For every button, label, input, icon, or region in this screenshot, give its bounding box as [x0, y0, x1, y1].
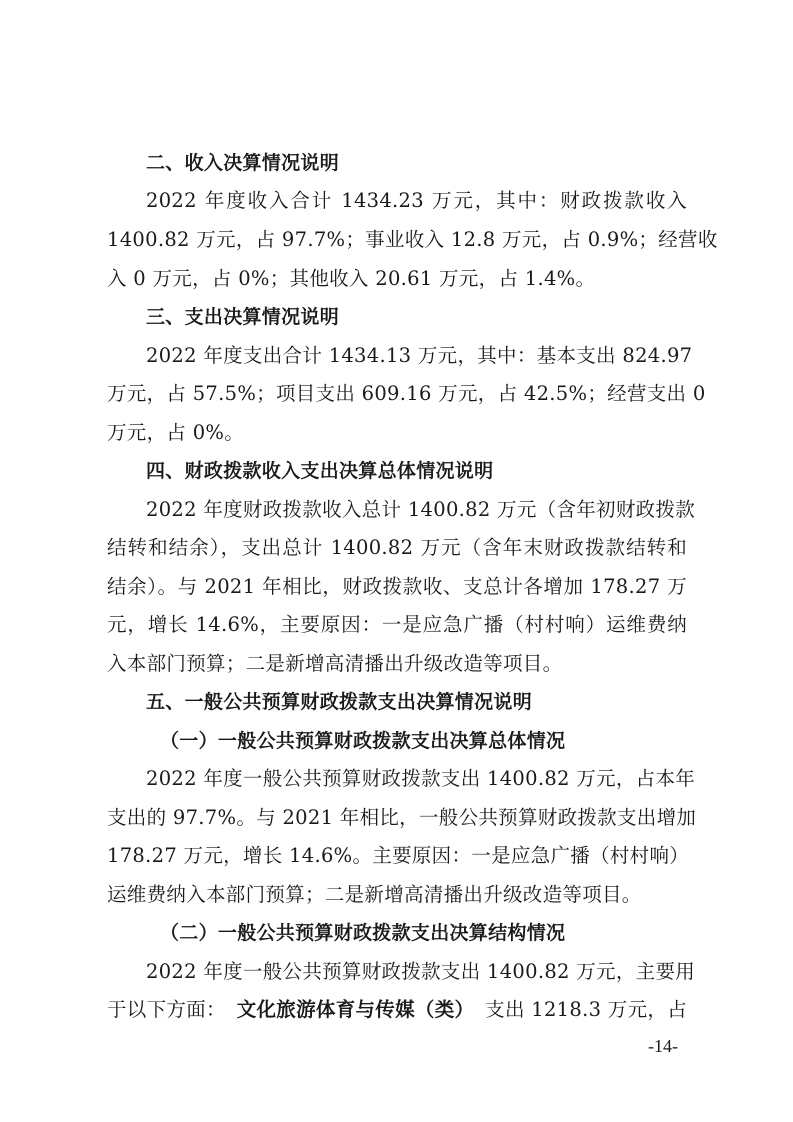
- fiscal-line-2: 结转和结余），支出总计 1400.82 万元（含年末财政拨款结转和: [107, 536, 687, 559]
- page-number: -14-: [648, 1036, 678, 1056]
- sub1-heading: （一）一般公共预算财政拨款支出决算总体情况: [160, 730, 566, 752]
- fiscal-line-3: 结余）。与 2021 年相比，财政拨款收、支总计各增加 178.27 万: [107, 575, 687, 598]
- expense-line-3: 万元，占 0%。: [107, 421, 245, 444]
- sub2-line-2-prefix: 于以下方面：: [107, 998, 226, 1021]
- income-line-3: 入 0 万元，占 0%；其他收入 20.61 万元，占 1.4%。: [107, 267, 596, 290]
- sub1-line-3: 178.27 万元，增长 14.6%。主要原因：一是应急广播（村村响）: [107, 844, 690, 867]
- sub1-line-4: 运维费纳入本部门预算；二是新增高清播出升级改造等项目。: [107, 883, 642, 906]
- sub2-line-1: 2022 年度一般公共预算财政拨款支出 1400.82 万元，主要用: [146, 960, 696, 983]
- sub1-line-2: 支出的 97.7%。与 2021 年相比，一般公共预算财政拨款支出增加: [107, 806, 697, 829]
- fiscal-line-5: 入本部门预算；二是新增高清播出升级改造等项目。: [107, 652, 563, 675]
- sub2-line-2-bold: 文化旅游体育与传媒（类）: [236, 998, 475, 1021]
- income-line-2: 1400.82 万元，占 97.7%；事业收入 12.8 万元，占 0.9%；经营收: [107, 228, 718, 251]
- fiscal-line-1: 2022 年度财政拨款收入总计 1400.82 万元（含年初财政拨款: [146, 498, 696, 521]
- expense-heading: 三、支出决算情况说明: [146, 306, 340, 328]
- sub2-line-2-suffix: 支出 1218.3 万元，占: [485, 998, 687, 1021]
- income-line-1: 2022 年度收入合计 1434.23 万元，其中：财政拨款收入: [146, 189, 687, 212]
- expense-line-1: 2022 年度支出合计 1434.13 万元，其中：基本支出 824.97: [146, 344, 693, 367]
- income-heading: 二、收入决算情况说明: [146, 152, 340, 174]
- fiscal-line-4: 元，增长 14.6%，主要原因：一是应急广播（村村响）运维费纳: [107, 613, 687, 636]
- general-heading: 五、一般公共预算财政拨款支出决算情况说明: [146, 691, 533, 713]
- expense-line-2: 万元，占 57.5%；项目支出 609.16 万元，占 42.5%；经营支出 0: [107, 382, 706, 405]
- sub2-line-2: [107, 995, 687, 1025]
- sub1-line-1: 2022 年度一般公共预算财政拨款支出 1400.82 万元，占本年: [146, 767, 696, 790]
- sub2-heading: （二）一般公共预算财政拨款支出决算结构情况: [160, 922, 566, 944]
- fiscal-heading: 四、财政拨款收入支出决算总体情况说明: [146, 460, 494, 482]
